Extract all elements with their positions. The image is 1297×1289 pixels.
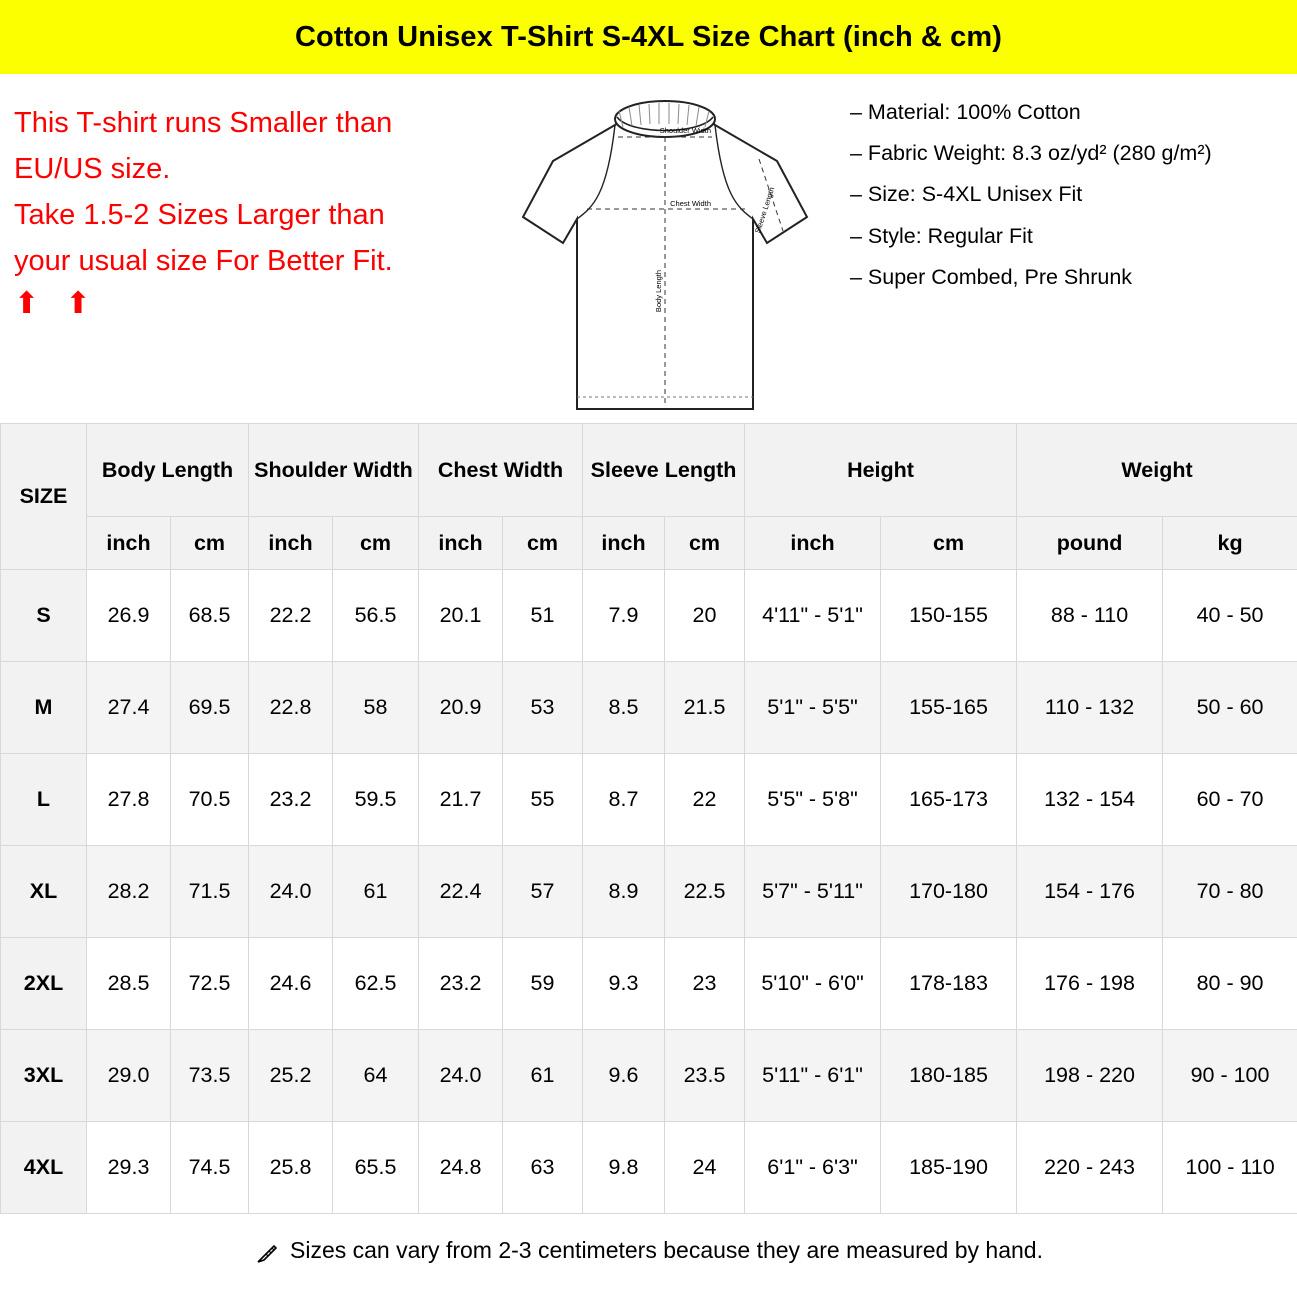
cell: 100 - 110 (1163, 1122, 1297, 1214)
cell: 5'5" - 5'8" (745, 754, 881, 846)
cell: 29.0 (87, 1030, 171, 1122)
row-size: 4XL (1, 1122, 87, 1214)
cell: 155-165 (881, 662, 1017, 754)
cell: 80 - 90 (1163, 938, 1297, 1030)
unit-header: cm (333, 517, 419, 570)
spec-item: – Fabric Weight: 8.3 oz/yd² (280 g/m²) (850, 141, 1212, 166)
unit-header: cm (503, 517, 583, 570)
unit-header: inch (419, 517, 503, 570)
cell: 55 (503, 754, 583, 846)
cell: 132 - 154 (1017, 754, 1163, 846)
table-row (1, 754, 1297, 846)
cell: 25.2 (249, 1030, 333, 1122)
specs-list (850, 97, 1267, 293)
cell: 198 - 220 (1017, 1030, 1163, 1122)
table-row (1, 1122, 1297, 1214)
cell: 27.8 (87, 754, 171, 846)
cell: 21.5 (665, 662, 745, 754)
unit-header: inch (583, 517, 665, 570)
unit-header: pound (1017, 517, 1163, 570)
cell: 68.5 (171, 570, 249, 662)
cell: 150-155 (881, 570, 1017, 662)
page-title: Cotton Unisex T-Shirt S-4XL Size Chart (inch & cm) (295, 20, 1002, 53)
cell: 59 (503, 938, 583, 1030)
shoulder-width-label: Shoulder Width (659, 126, 711, 135)
row-size: S (1, 570, 87, 662)
cell: 72.5 (171, 938, 249, 1030)
cell: 73.5 (171, 1030, 249, 1122)
chest-width-label: Chest Width (670, 199, 711, 208)
tshirt-illustration-icon (515, 91, 815, 421)
header-shoulder-width: Shoulder Width (249, 424, 419, 517)
cell: 180-185 (881, 1030, 1017, 1122)
unit-header: inch (249, 517, 333, 570)
header-weight: Weight (1017, 424, 1297, 517)
table-row (1, 846, 1297, 938)
cell: 23 (665, 938, 745, 1030)
table-row (1, 570, 1297, 662)
cell: 20 (665, 570, 745, 662)
cell: 58 (333, 662, 419, 754)
cell: 51 (503, 570, 583, 662)
cell: 5'11" - 6'1" (745, 1030, 881, 1122)
spec-item: – Super Combed, Pre Shrunk (850, 264, 1133, 289)
info-area (0, 75, 1297, 423)
cell: 5'7" - 5'11" (745, 846, 881, 938)
header-body-length: Body Length (87, 424, 249, 517)
cell: 24.8 (419, 1122, 503, 1214)
up-arrows-icon: ⬆ ⬆ (14, 287, 100, 321)
cell: 20.1 (419, 570, 503, 662)
warning-block (0, 75, 500, 320)
cell: 64 (333, 1030, 419, 1122)
cell: 22 (665, 754, 745, 846)
warning-line-2: EU/US size. (14, 153, 171, 186)
body-length-label: Body Length (654, 269, 663, 313)
cell: 8.9 (583, 846, 665, 938)
cell: 8.7 (583, 754, 665, 846)
cell: 170-180 (881, 846, 1017, 938)
cell: 28.5 (87, 938, 171, 1030)
table-group-header-row (1, 424, 1297, 517)
cell: 24.0 (249, 846, 333, 938)
unit-header: cm (881, 517, 1017, 570)
unit-header: kg (1163, 517, 1297, 570)
header-height: Height (745, 424, 1017, 517)
cell: 24 (665, 1122, 745, 1214)
cell: 28.2 (87, 846, 171, 938)
cell: 21.7 (419, 754, 503, 846)
spec-item: – Style: Regular Fit (850, 223, 1033, 248)
row-size: L (1, 754, 87, 846)
size-table (0, 423, 1297, 1214)
cell: 9.8 (583, 1122, 665, 1214)
cell: 22.2 (249, 570, 333, 662)
cell: 62.5 (333, 938, 419, 1030)
cell: 22.8 (249, 662, 333, 754)
cell: 7.9 (583, 570, 665, 662)
table-row (1, 662, 1297, 754)
table-row (1, 938, 1297, 1030)
cell: 71.5 (171, 846, 249, 938)
spec-item: – Material: 100% Cotton (850, 100, 1081, 124)
cell: 57 (503, 846, 583, 938)
cell: 24.6 (249, 938, 333, 1030)
cell: 6'1" - 6'3" (745, 1122, 881, 1214)
cell: 20.9 (419, 662, 503, 754)
sleeve-length-label: Sleeve Length (752, 186, 777, 235)
cell: 110 - 132 (1017, 662, 1163, 754)
cell: 59.5 (333, 754, 419, 846)
ruler-pin-icon (254, 1240, 280, 1266)
cell: 8.5 (583, 662, 665, 754)
footer-text: Sizes can vary from 2-3 centimeters because they are measured by hand. (290, 1236, 1043, 1263)
cell: 5'1" - 5'5" (745, 662, 881, 754)
unit-header: inch (87, 517, 171, 570)
cell: 185-190 (881, 1122, 1017, 1214)
specs-block (830, 75, 1297, 303)
cell: 220 - 243 (1017, 1122, 1163, 1214)
row-size: M (1, 662, 87, 754)
spec-item: – Size: S-4XL Unisex Fit (850, 182, 1083, 207)
cell: 65.5 (333, 1122, 419, 1214)
cell: 61 (503, 1030, 583, 1122)
cell: 5'10" - 6'0" (745, 938, 881, 1030)
unit-header: inch (745, 517, 881, 570)
unit-header: cm (171, 517, 249, 570)
header-sleeve-length: Sleeve Length (583, 424, 745, 517)
cell: 25.8 (249, 1122, 333, 1214)
cell: 29.3 (87, 1122, 171, 1214)
cell: 176 - 198 (1017, 938, 1163, 1030)
cell: 24.0 (419, 1030, 503, 1122)
warning-line-1: This T-shirt runs Smaller than (14, 107, 393, 139)
cell: 56.5 (333, 570, 419, 662)
cell: 22.5 (665, 846, 745, 938)
cell: 88 - 110 (1017, 570, 1163, 662)
cell: 26.9 (87, 570, 171, 662)
cell: 27.4 (87, 662, 171, 754)
cell: 50 - 60 (1163, 662, 1297, 754)
cell: 178-183 (881, 938, 1017, 1030)
cell: 90 - 100 (1163, 1030, 1297, 1122)
table-unit-header-row (1, 517, 1297, 570)
cell: 70 - 80 (1163, 846, 1297, 938)
cell: 23.2 (249, 754, 333, 846)
cell: 53 (503, 662, 583, 754)
warning-line-4: your usual size For Better Fit. (14, 245, 393, 278)
row-size: 3XL (1, 1030, 87, 1122)
cell: 60 - 70 (1163, 754, 1297, 846)
cell: 9.3 (583, 938, 665, 1030)
title-banner (0, 0, 1297, 75)
row-size: 2XL (1, 938, 87, 1030)
unit-header: cm (665, 517, 745, 570)
cell: 23.5 (665, 1030, 745, 1122)
cell: 154 - 176 (1017, 846, 1163, 938)
row-size: XL (1, 846, 87, 938)
footer-note (0, 1214, 1297, 1286)
cell: 61 (333, 846, 419, 938)
cell: 74.5 (171, 1122, 249, 1214)
header-chest-width: Chest Width (419, 424, 583, 517)
table-row (1, 1030, 1297, 1122)
cell: 69.5 (171, 662, 249, 754)
header-size: SIZE (1, 424, 87, 570)
cell: 40 - 50 (1163, 570, 1297, 662)
cell: 22.4 (419, 846, 503, 938)
cell: 70.5 (171, 754, 249, 846)
warning-line-3: Take 1.5-2 Sizes Larger than (14, 199, 385, 232)
cell: 9.6 (583, 1030, 665, 1122)
tshirt-diagram (500, 75, 830, 421)
cell: 63 (503, 1122, 583, 1214)
cell: 23.2 (419, 938, 503, 1030)
cell: 4'11" - 5'1" (745, 570, 881, 662)
cell: 165-173 (881, 754, 1017, 846)
